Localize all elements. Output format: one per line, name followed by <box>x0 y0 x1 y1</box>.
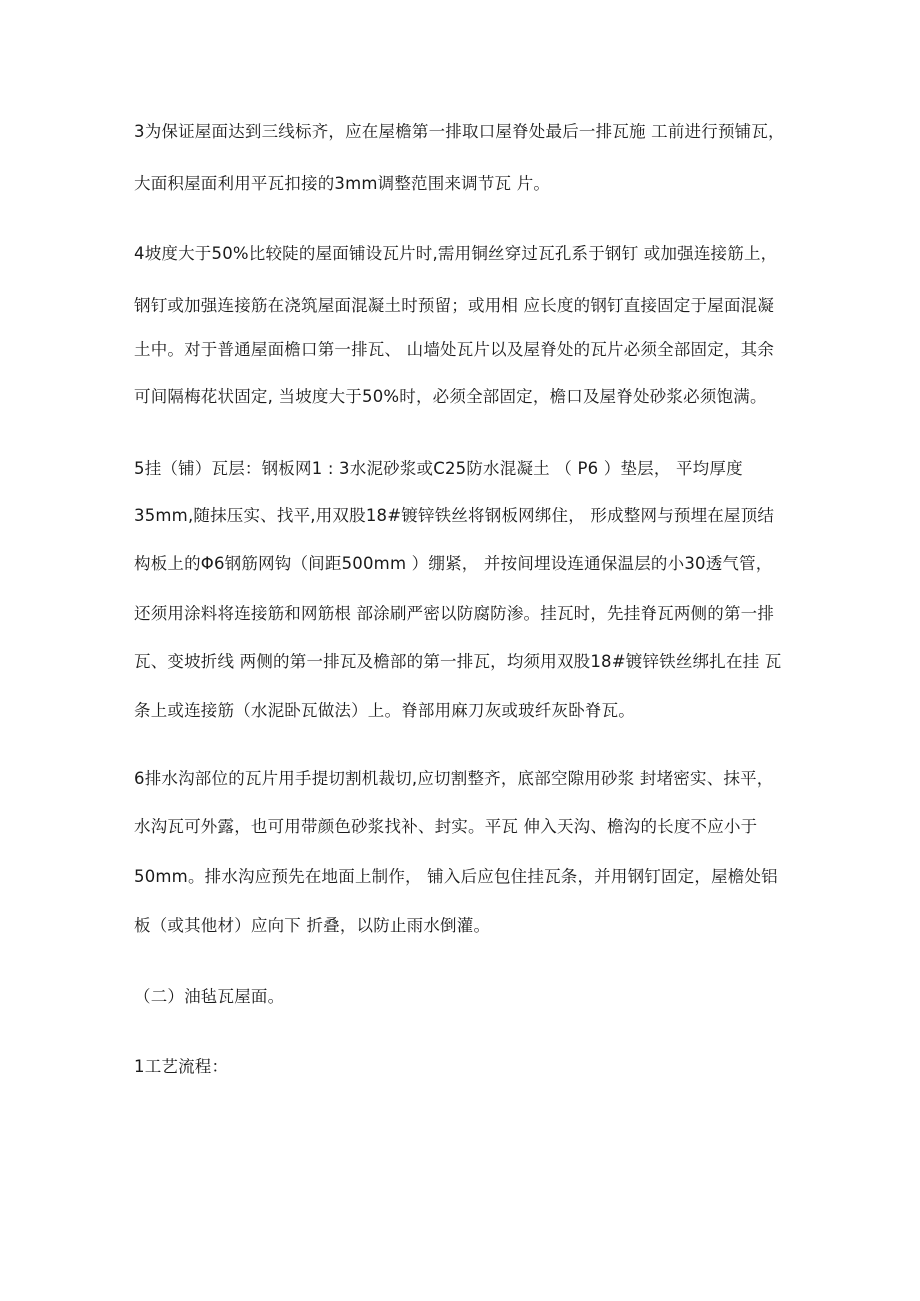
paragraph-6-line-2: 水沟瓦可外露，也可用带颜色砂浆找补、封实。平瓦 伸入天沟、檐沟的长度不应小于 <box>134 817 758 836</box>
paragraph-6-line-4: 板（或其他材）应向下 折叠，以防止雨水倒灌。 <box>134 916 491 935</box>
paragraph-3-line-2: 大面积屋面利用平瓦扣接的3mm调整范围来调节瓦 片。 <box>134 174 551 193</box>
paragraph-4-line-4: 可间隔梅花状固定, 当坡度大于50%时，必须全部固定，檐口及屋脊处砂浆必须饱满。 <box>134 387 767 406</box>
paragraph-3-line-1: 3为保证屋面达到三线标齐，应在屋檐第一排取口屋脊处最后一排瓦施 工前进行预铺瓦， <box>134 122 785 141</box>
paragraph-6-line-1: 6排水沟部位的瓦片用手提切割机裁切,应切割整齐，底部空隙用砂浆 封堵密实、抹平， <box>134 769 774 788</box>
paragraph-5-line-5: 瓦、变坡折线 两侧的第一排瓦及檐部的第一排瓦，均须用双股18#镀锌铁丝绑扎在挂 瓦 <box>134 652 782 671</box>
paragraph-5-line-2: 35mm,随抹压实、找平,用双股18#镀锌铁丝将钢板网绑住， 形成整网与预埋在屋顶结 <box>134 506 775 525</box>
paragraph-5-line-6: 条上或连接筋（水泥卧瓦做法）上。脊部用麻刀灰或玻纤灰卧脊瓦。 <box>134 701 635 720</box>
paragraph-6-line-3: 50mm。排水沟应预先在地面上制作， 铺入后应包住挂瓦条，并用钢钉固定，屋檐处铝 <box>134 867 778 886</box>
step-1-heading: 1工艺流程： <box>134 1057 229 1076</box>
paragraph-5-line-1: 5挂（铺）瓦层：钢板网1 : 3水泥砂浆或C25防水混凝土 （ P6 ）垫层， 平均厚度 <box>134 459 743 478</box>
section-heading: （二）油毡瓦屋面。 <box>134 987 285 1006</box>
paragraph-4-line-3: 土中。对于普通屋面檐口第一排瓦、 山墙处瓦片以及屋脊处的瓦片必须全部固定，其余 <box>134 340 775 359</box>
paragraph-5-line-3: 构板上的Φ6钢筋网钩（间距500mm ）绷紧， 并按间埋设连通保温层的小30透气管， <box>134 554 773 573</box>
paragraph-4-line-2: 钢钉或加强连接筋在浇筑屋面混凝土时预留；或用相 应长度的钢钉直接固定于屋面混凝 <box>134 296 775 315</box>
paragraph-4-line-1: 4坡度大于50%比较陡的屋面铺设瓦片时,需用铜丝穿过瓦孔系于钢钉 或加强连接筋上， <box>134 244 778 263</box>
paragraph-5-line-4: 还须用涂料将连接筋和网筋根 部涂刷严密以防腐防渗。挂瓦时，先挂脊瓦两侧的第一排 <box>134 604 775 623</box>
